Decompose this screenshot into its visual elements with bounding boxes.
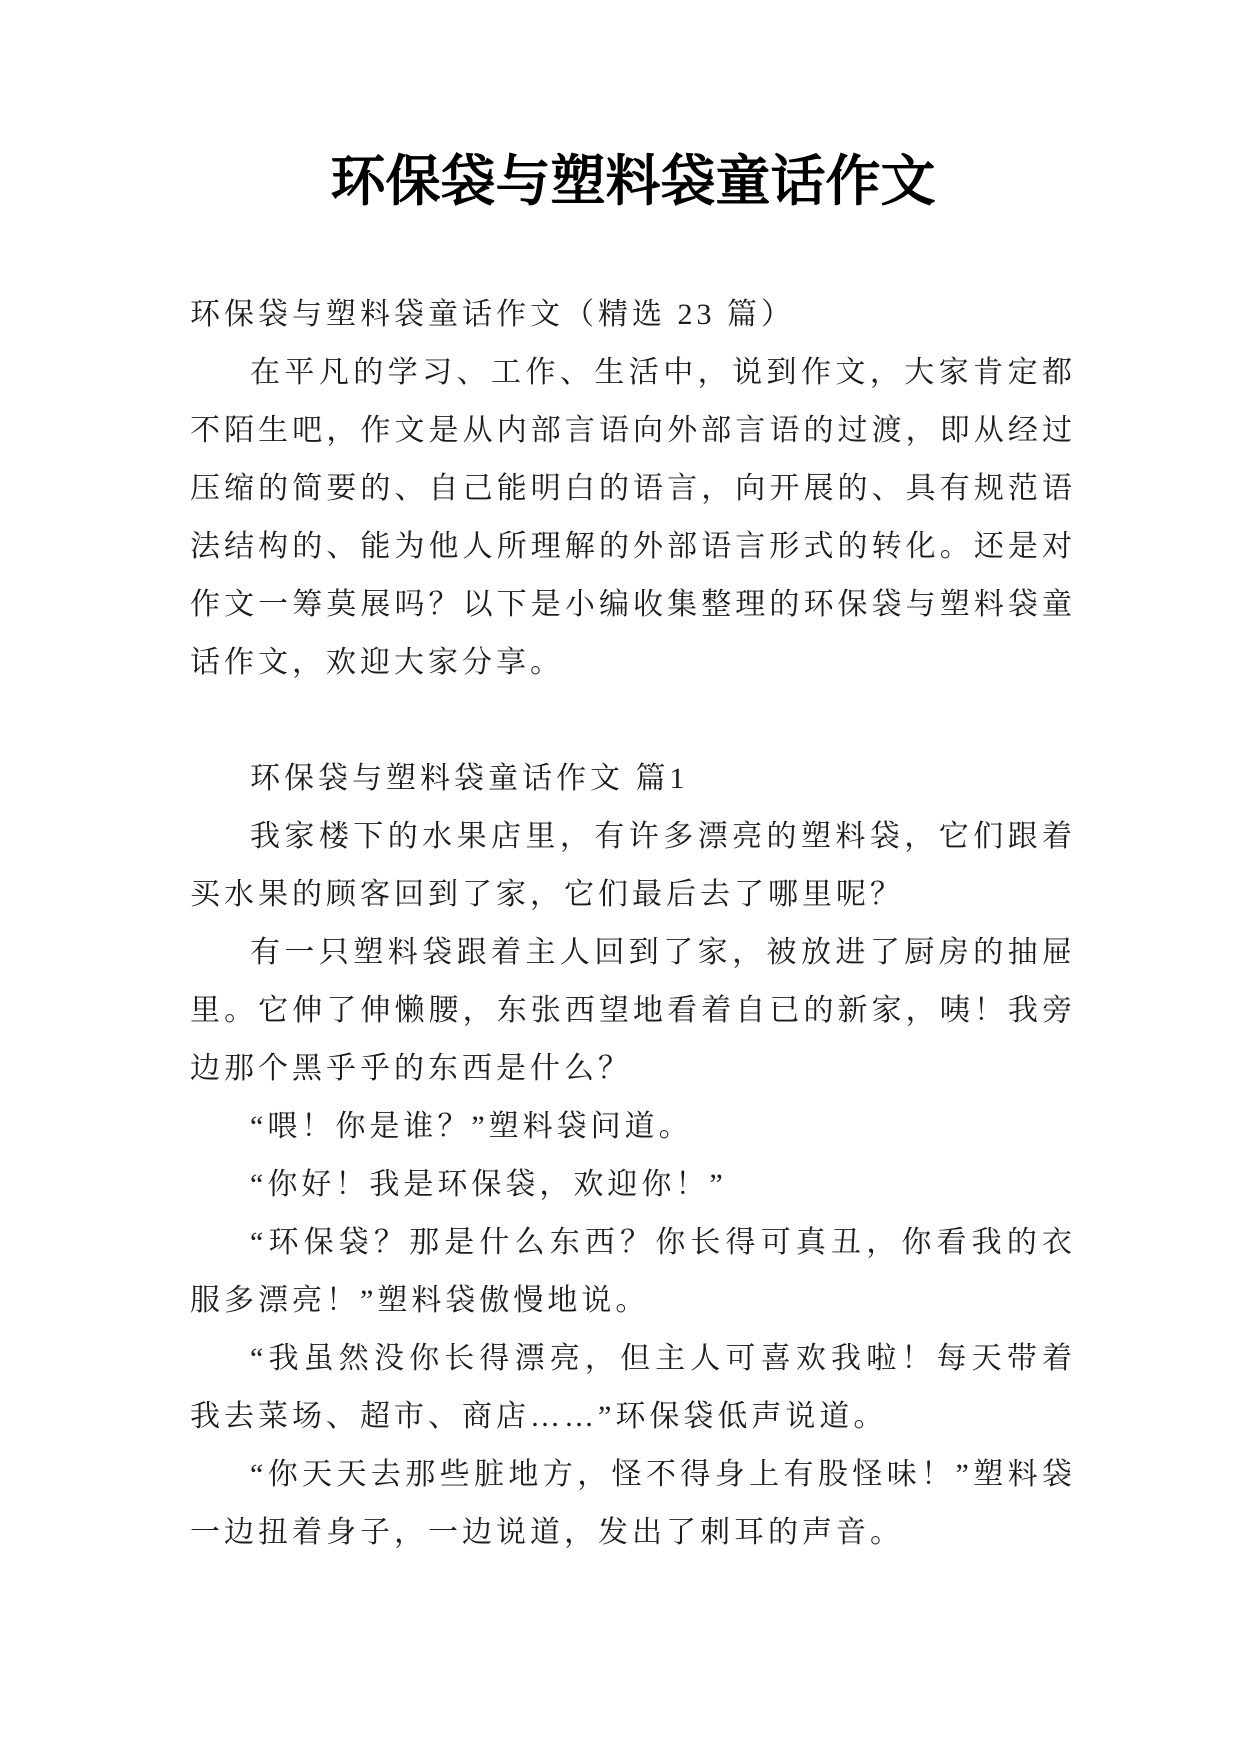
- paragraph: 我家楼下的水果店里，有许多漂亮的塑料袋，它们跟着买水果的顾客回到了家，它们最后去了哪里呢？: [190, 820, 1076, 911]
- document-body: [190, 286, 1076, 1562]
- paragraph: “我虽然没你长得漂亮，但主人可喜欢我啦！每天带着我去菜场、超市、商店……”环保袋低声说道。: [190, 1342, 1076, 1433]
- paragraph: 环保袋与塑料袋童话作文（精选 23 篇）: [190, 298, 795, 331]
- paragraph: 有一只塑料袋跟着主人回到了家，被放进了厨房的抽屉里。它伸了伸懒腰，东张西望地看着自已的新家，咦！我旁边那个黑乎乎的东西是什么？: [190, 936, 1076, 1085]
- paragraph: 在平凡的学习、工作、生活中，说到作文，大家肯定都不陌生吧，作文是从内部言语向外部言语的过渡，即从经过压缩的简要的、自己能明白的语言，向开展的、具有规范语法结构的、能为他人所理解的外部语言形式的转化。还是对作文一筹莫展吗？以下是小编收集整理的环保袋与塑料袋童话作文，欢迎大家分享。: [190, 356, 1076, 679]
- paragraph: “环保袋？那是什么东西？你长得可真丑，你看我的衣服多漂亮！”塑料袋傲慢地说。: [190, 1226, 1076, 1317]
- paragraph: 环保袋与塑料袋童话作文 篇1: [250, 762, 689, 795]
- paragraph: “你天天去那些脏地方，怪不得身上有股怪味！”塑料袋一边扭着身子，一边说道，发出了刺耳的声音。: [190, 1458, 1076, 1549]
- paragraph: “喂！你是谁？”塑料袋问道。: [250, 1110, 693, 1143]
- paragraph: “你好！我是环保袋，欢迎你！”: [250, 1168, 727, 1201]
- document-title: 环保袋与塑料袋童话作文: [330, 151, 936, 212]
